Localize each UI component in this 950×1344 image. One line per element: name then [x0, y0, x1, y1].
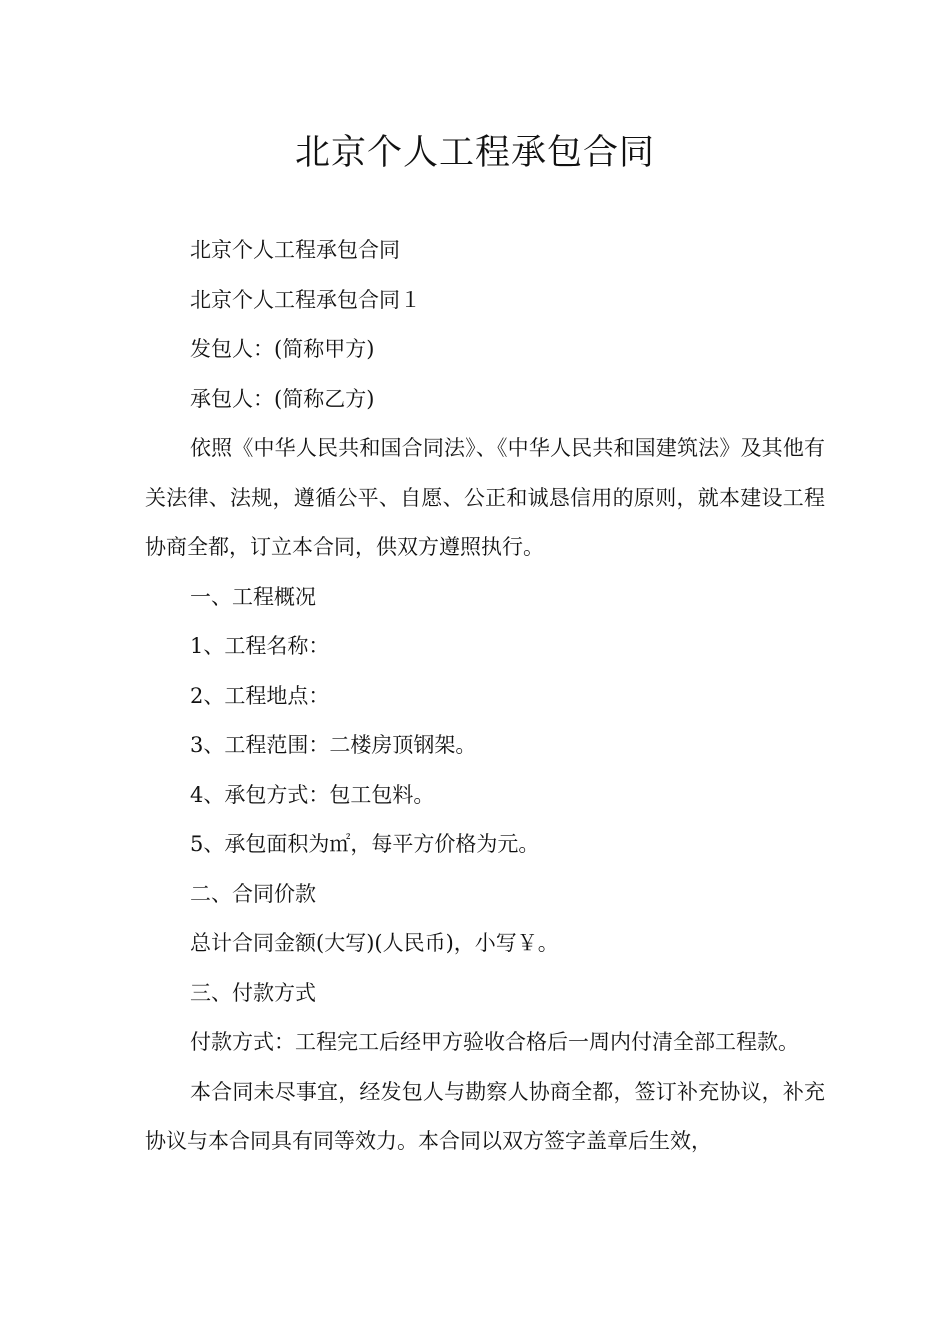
paragraph-project-scope: 3、工程范围：二楼房顶钢架。	[190, 733, 477, 757]
paragraph-project-location: 2、工程地点：	[190, 683, 330, 708]
paragraph-project-name: 1、工程名称：	[190, 634, 330, 658]
paragraph-contract-area: 5、承包面积为㎡，每平方价格为元。	[190, 832, 540, 856]
paragraph-payment-terms: 付款方式：工程完工后经甲方验收合格后一周内付清全部工程款。	[190, 1030, 799, 1054]
paragraph-contractor: 承包人：(简称乙方)	[190, 386, 375, 411]
paragraph-legal-basis: 依照《中华人民共和国合同法》、《中华人民共和国建筑法》及其他有关法律、法规，遵循公平、自愿、公正和诚恳信用的原则，就本建设工程协商全都，订立本合同，供双方遵照执行。	[145, 436, 825, 559]
paragraph-subtitle: 北京个人工程承包合同	[190, 238, 400, 262]
paragraph-supplementary: 本合同未尽事宜，经发包人与勘察人协商全都，签订补充协议，补充协议与本合同具有同等效力。本合同以双方签字盖章后生效，	[145, 1079, 825, 1153]
paragraph-contract-mode: 4、承包方式：包工包料。	[190, 782, 435, 807]
section-heading-payment: 三、付款方式	[190, 980, 316, 1005]
paragraph-total-amount: 总计合同金额(大写)(人民币)，小写￥。	[190, 931, 559, 955]
paragraph-contract-number: 北京个人工程承包合同１	[190, 287, 421, 312]
section-heading-overview: 一、工程概况	[190, 584, 316, 609]
paragraph-employer: 发包人：(简称甲方)	[190, 337, 375, 361]
document-body	[145, 226, 825, 1167]
section-heading-price: 二、合同价款	[190, 881, 316, 906]
document-title: 北京个人工程承包合同	[294, 133, 655, 173]
